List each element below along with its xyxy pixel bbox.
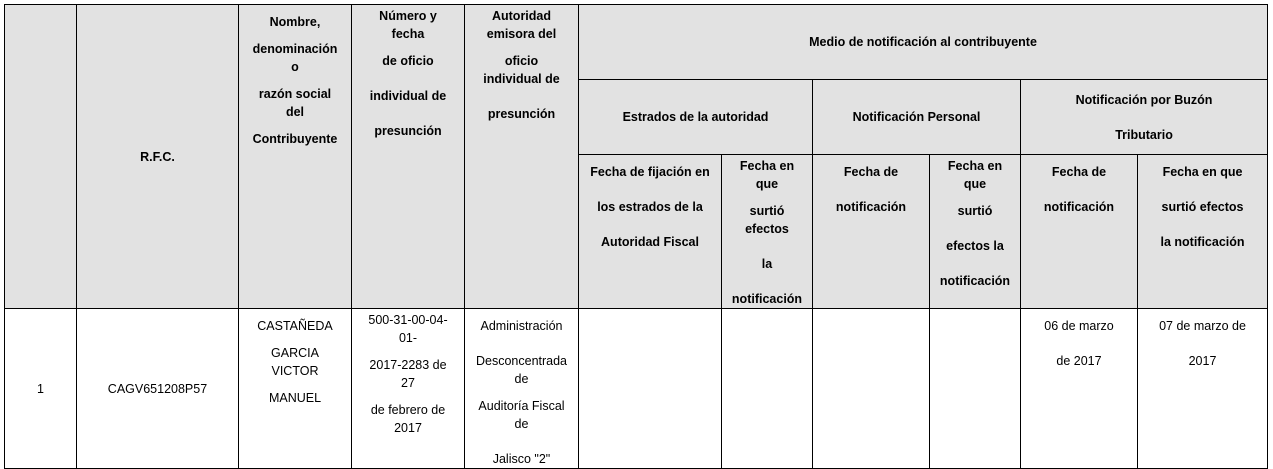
header-notificacion-personal: Notificación Personal bbox=[813, 80, 1021, 155]
header-estrados: Estrados de la autoridad bbox=[579, 80, 813, 155]
header-fecha-notificacion-personal: Fecha de notificación bbox=[813, 155, 930, 309]
header-fecha-efectos-personal: Fecha en que surtió efectos la notificación bbox=[930, 155, 1021, 309]
row-fecha-efectos-personal bbox=[930, 309, 1021, 469]
row-oficio: 500-31-00-04- 01- 2017-2283 de 27 de febrero de 2017 bbox=[352, 309, 465, 469]
row-autoridad: Administración Desconcentrada de Auditoría Fiscal de Jalisco "2" bbox=[465, 309, 579, 469]
header-fecha-notificacion-buzon: Fecha de notificación bbox=[1021, 155, 1138, 309]
header-rfc: R.F.C. bbox=[77, 5, 239, 309]
row-fecha-fijacion bbox=[579, 309, 722, 469]
header-fecha-fijacion: Fecha de fijación en los estrados de la Autoridad Fiscal bbox=[579, 155, 722, 309]
row-number: 1 bbox=[5, 309, 77, 469]
row-nombre: CASTAÑEDA GARCIA VICTOR MANUEL bbox=[239, 309, 352, 469]
row-rfc: CAGV651208P57 bbox=[77, 309, 239, 469]
table-row bbox=[5, 309, 1268, 469]
row-fecha-notificacion-personal bbox=[813, 309, 930, 469]
header-medio-notificacion: Medio de notificación al contribuyente bbox=[579, 5, 1268, 80]
header-autoridad-emisora: Autoridad emisora del oficio individual de presunción bbox=[465, 5, 579, 309]
header-numero-fecha-oficio: Número y fecha de oficio individual de presunción bbox=[352, 5, 465, 309]
row-fecha-notificacion-buzon: 06 de marzo de 2017 bbox=[1021, 309, 1138, 469]
header-notificacion-buzon: Notificación por Buzón Tributario bbox=[1021, 80, 1268, 155]
row-fecha-efectos-buzon: 07 de marzo de 2017 bbox=[1138, 309, 1268, 469]
notification-table bbox=[4, 4, 1268, 469]
header-fecha-efectos-buzon: Fecha en que surtió efectos la notificación bbox=[1138, 155, 1268, 309]
header-fecha-efectos-estrados: Fecha en que surtió efectos la notificación bbox=[722, 155, 813, 309]
header-blank-cell bbox=[5, 5, 77, 309]
row-fecha-efectos-estrados bbox=[722, 309, 813, 469]
header-nombre: Nombre, denominación o razón social del Contribuyente bbox=[239, 5, 352, 309]
